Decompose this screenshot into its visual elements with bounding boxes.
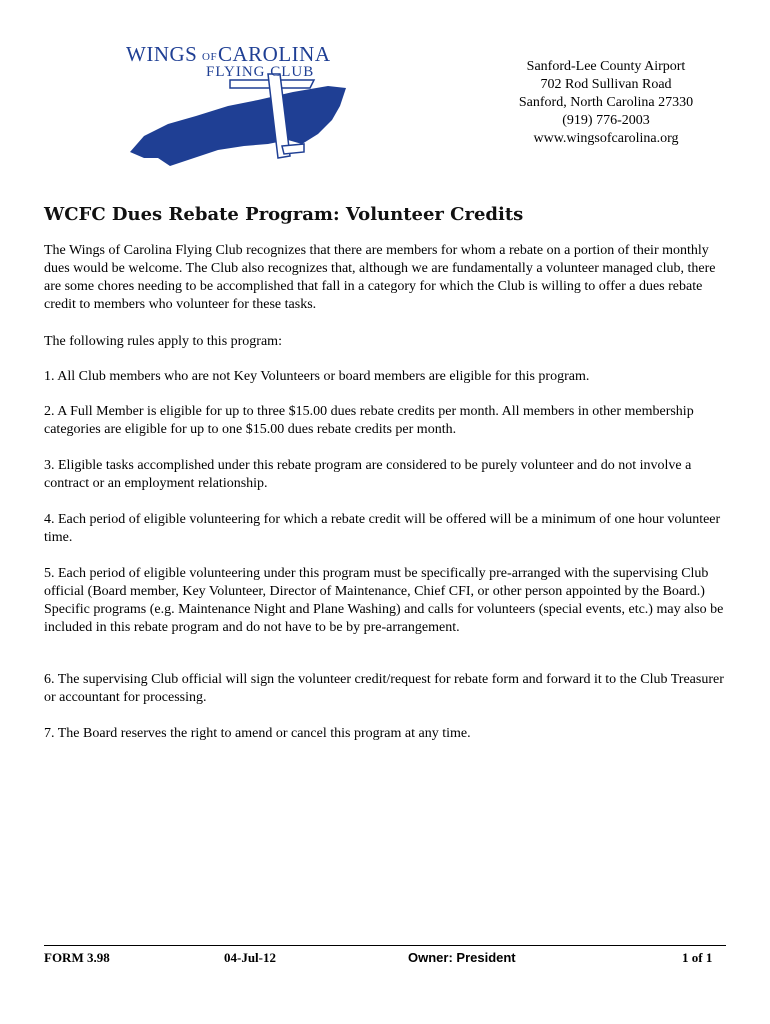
- footer-date: 04-Jul-12: [224, 950, 276, 965]
- rule-7: 7. The Board reserves the right to amend or cancel this program at any time.: [44, 726, 471, 741]
- address-airport: Sanford-Lee County Airport: [526, 59, 686, 74]
- document-title: WCFC Dues Rebate Program: Volunteer Credits: [44, 204, 524, 225]
- rule-4: 4. Each period of eligible volunteering for which a rebate credit will be offered will be a minimum of one hour volunteer time.: [44, 512, 721, 545]
- rule-3: 3. Eligible tasks accomplished under this rebate program are considered to be purely volunteer and do not involve a contract or an employment relationship.: [44, 458, 692, 491]
- club-address: [490, 58, 722, 148]
- club-logo: [118, 40, 368, 170]
- address-street: 702 Rod Sullivan Road: [540, 77, 672, 92]
- footer-owner: Owner: President: [408, 950, 516, 965]
- footer-form-number: FORM 3.98: [44, 950, 110, 965]
- address-website: www.wingsofcarolina.org: [533, 131, 679, 146]
- rule-2: 2. A Full Member is eligible for up to three $15.00 dues rebate credits per month. All members in other membership categories are eligible for up to one $15.00 dues rebate credits per month.: [44, 404, 694, 437]
- rule-5: 5. Each period of eligible volunteering under this program must be specifically pre-arranged with the supervising Club official (Board member, Key Volunteer, Director of Maintenance, Chief CFI, or other person appointed by the Board.) Specific programs (e.g. Maintenance Night and Plane Washing) and calls for volunteers (special events, etc.) may also be included in this rebate program and do not have to be by pre-arrangement.: [44, 566, 724, 635]
- footer-divider: [44, 945, 726, 946]
- logo-of-text: OF: [202, 51, 218, 63]
- rule-1: 1. All Club members who are not Key Volunteers or board members are eligible for this program.: [44, 369, 590, 384]
- rules-intro: The following rules apply to this program:: [44, 334, 282, 349]
- address-city: Sanford, North Carolina 27330: [518, 95, 694, 110]
- logo-flying-club-text: FLYING CLUB: [206, 64, 315, 80]
- address-phone: (919) 776-2003: [562, 113, 650, 128]
- logo-wings-text: WINGS: [126, 42, 198, 66]
- rule-6: 6. The supervising Club official will sign the volunteer credit/request for rebate form and forward it to the Club Treasurer or accountant for processing.: [44, 672, 724, 705]
- logo-carolina-text: CAROLINA: [218, 42, 331, 66]
- footer-page-number: 1 of 1: [682, 950, 713, 965]
- intro-paragraph: The Wings of Carolina Flying Club recognizes that there are members for whom a rebate on a portion of their monthly dues would be welcome. The Club also recognizes that, although we are fundamentally a volunteer managed club, there are some chores needing to be accomplished that fall in a category for which the Club is willing to offer a dues rebate credit to members who volunteer for these tasks.: [44, 243, 716, 312]
